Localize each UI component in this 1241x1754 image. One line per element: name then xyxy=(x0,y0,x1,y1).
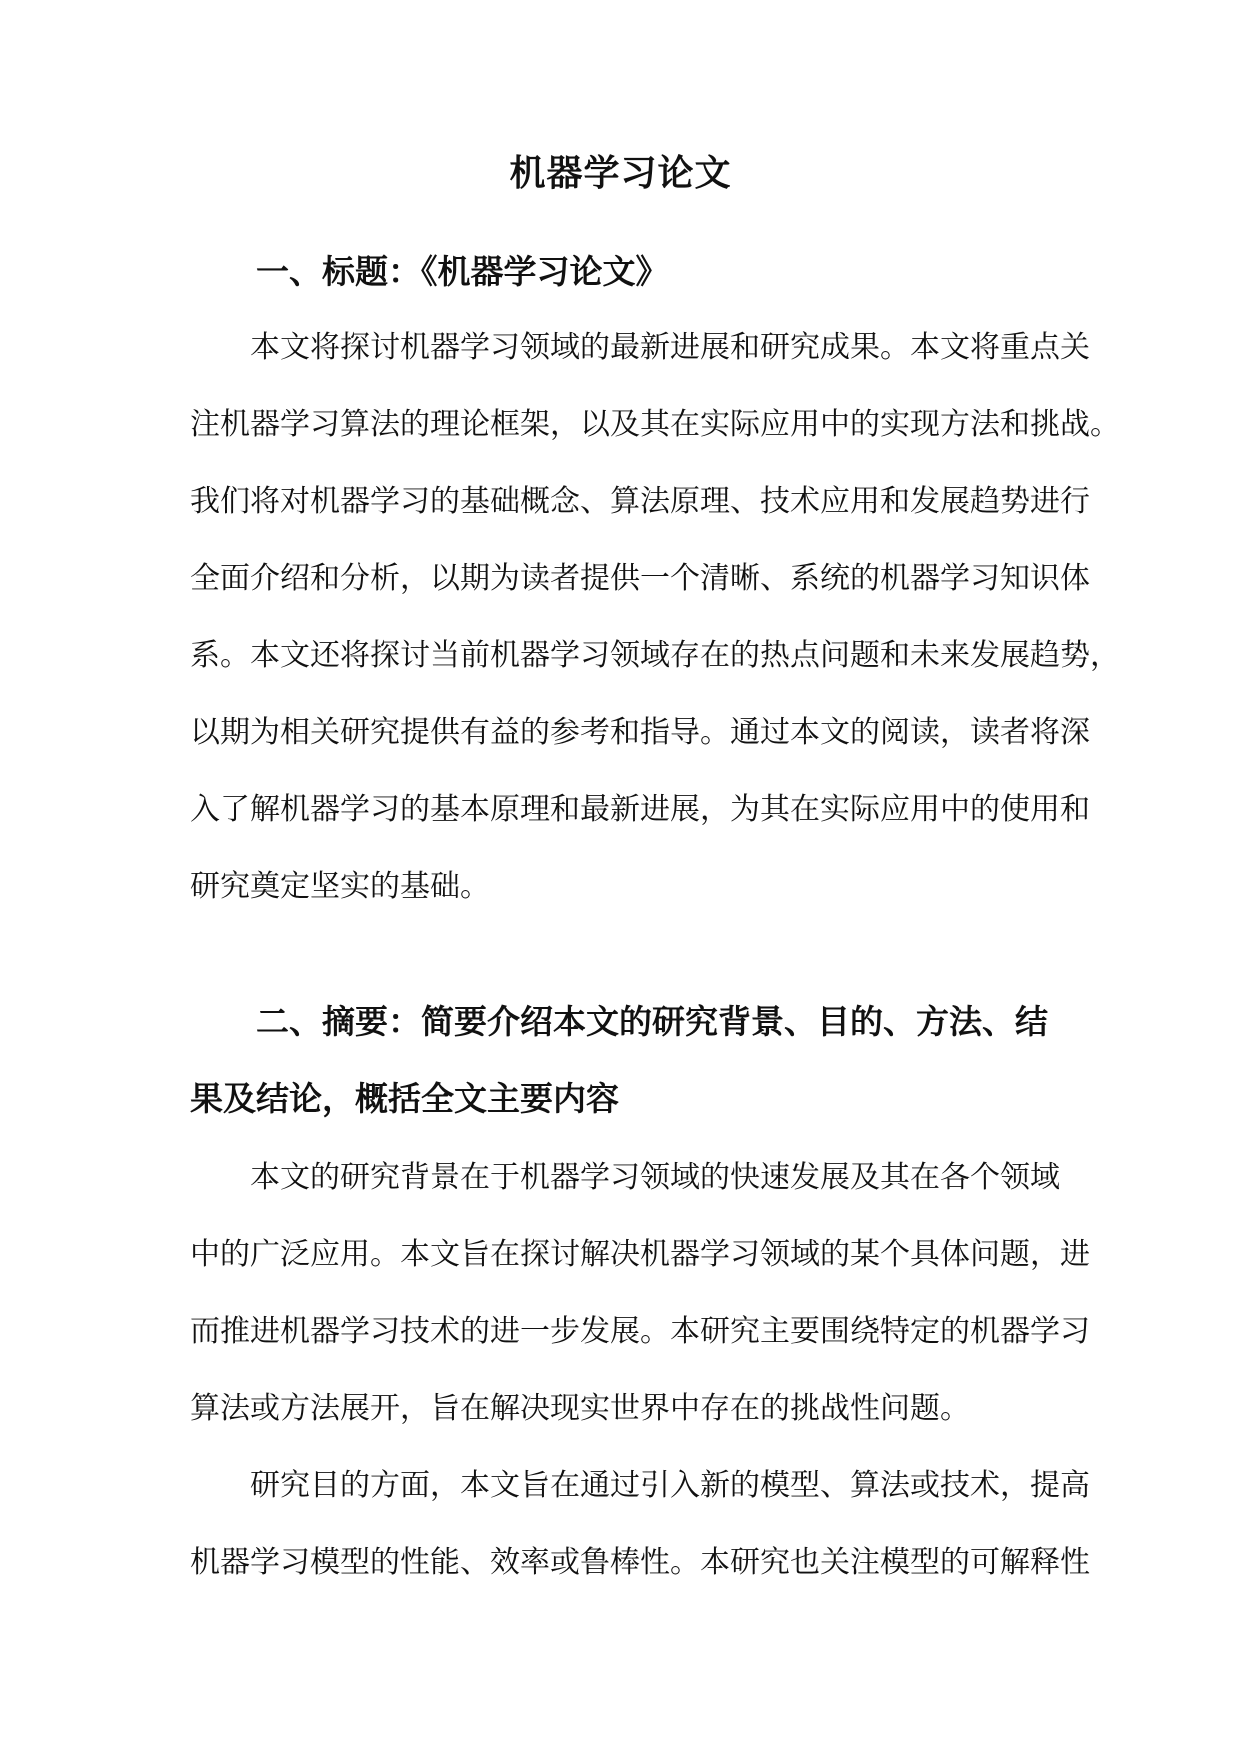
section1-heading xyxy=(190,250,1052,327)
paragraph-line: 全面介绍和分析，以期为读者提供一个清晰、系统的机器学习知识体 xyxy=(190,561,1090,596)
section2-heading-line: 果及结论，概括全文主要内容 xyxy=(190,1079,619,1118)
paragraph-line: 算法或方法展开，旨在解决现实世界中存在的挑战性问题。 xyxy=(190,1391,970,1426)
paragraph-line: 研究奠定坚实的基础。 xyxy=(190,869,490,904)
section1-heading-text: 一、标题：《机器学习论文》 xyxy=(256,252,669,291)
paragraph-line: 系。本文还将探讨当前机器学习领域存在的热点问题和未来发展趋势， xyxy=(190,638,1120,673)
paragraph-line: 以期为相关研究提供有益的参考和指导。通过本文的阅读，读者将深 xyxy=(190,715,1090,750)
section1-paragraph xyxy=(190,328,1120,944)
document-title: 机器学习论文 xyxy=(509,152,732,194)
section2-paragraph-2 xyxy=(190,1466,1090,1620)
paragraph-line: 本文的研究背景在于机器学习领域的快速发展及其在各个领域 xyxy=(250,1160,1060,1195)
section2-heading xyxy=(190,1000,1052,1154)
paragraph-line: 本文将探讨机器学习领域的最新进展和研究成果。本文将重点关 xyxy=(250,330,1090,365)
section2-paragraph-1 xyxy=(190,1158,1090,1466)
section2-heading-line: 二、摘要：简要介绍本文的研究背景、目的、方法、结 xyxy=(256,1002,1048,1041)
paragraph-line: 研究目的方面，本文旨在通过引入新的模型、算法或技术，提高 xyxy=(250,1468,1090,1503)
paragraph-line: 入了解机器学习的基本原理和最新进展，为其在实际应用中的使用和 xyxy=(190,792,1090,827)
paragraph-line: 而推进机器学习技术的进一步发展。本研究主要围绕特定的机器学习 xyxy=(190,1314,1090,1349)
paragraph-line: 注机器学习算法的理论框架，以及其在实际应用中的实现方法和挑战。 xyxy=(190,407,1120,442)
paragraph-line: 我们将对机器学习的基础概念、算法原理、技术应用和发展趋势进行 xyxy=(190,484,1090,519)
paragraph-line: 中的广泛应用。本文旨在探讨解决机器学习领域的某个具体问题，进 xyxy=(190,1237,1090,1272)
paragraph-line: 机器学习模型的性能、效率或鲁棒性。本研究也关注模型的可解释性 xyxy=(190,1545,1090,1580)
